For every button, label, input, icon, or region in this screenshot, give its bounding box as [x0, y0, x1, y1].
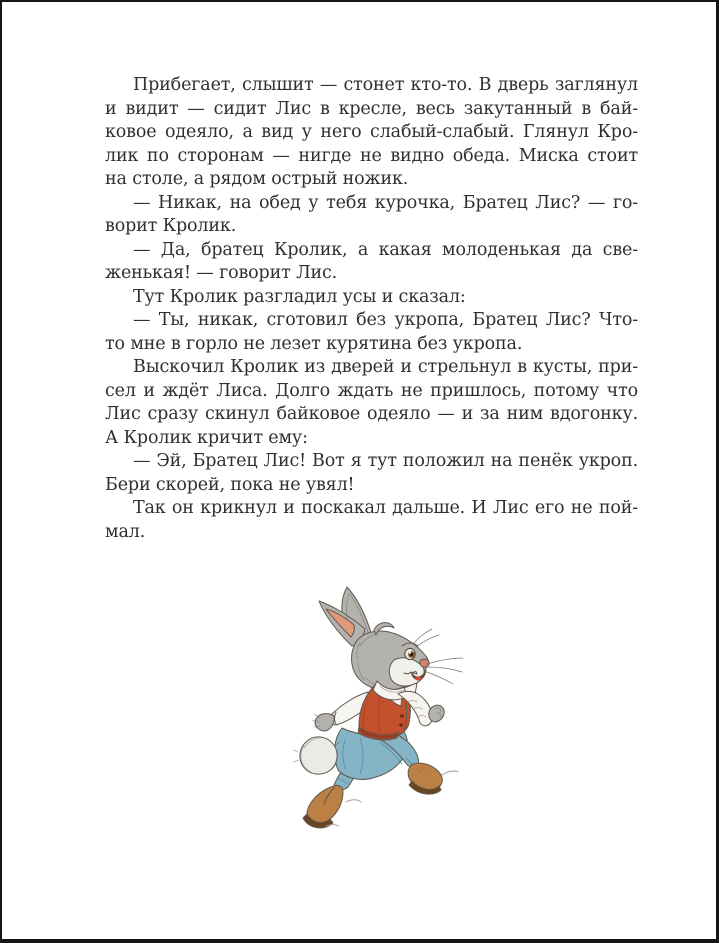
text-line: Выскочил Кролик из дверей и стрельнул в кусты, при-	[133, 357, 638, 377]
text-line: Так он крикнул и поскакал дальше. И Лис его не пой-	[133, 498, 638, 518]
rabbit-illustration	[290, 580, 475, 835]
text-line: лик по сторонам — нигде не видно обеда. Миска стоит	[105, 145, 638, 166]
tongue	[415, 677, 421, 681]
text-line: А Кролик кричит ему:	[105, 427, 308, 448]
text-line: Лис сразу скинул байковое одеяло — и за ним вдогонку.	[105, 404, 638, 424]
text-line: ворит Кролик.	[105, 216, 237, 236]
shoes	[307, 785, 343, 822]
vest-button	[400, 714, 404, 718]
vest-button	[399, 723, 403, 727]
paragraph	[105, 450, 638, 497]
text-line: — Эй, Братец Лис! Вот я тут положил на пенёк укроп.	[133, 451, 638, 471]
text-line: на столе, а рядом острый ножик.	[105, 169, 409, 189]
paragraph	[105, 192, 638, 239]
text-line: Прибегает, слышит — стонет кто-то. В дверь заглянул	[133, 75, 638, 95]
paragraph	[105, 286, 638, 310]
text-line: Тут Кролик разгладил усы и сказал:	[133, 286, 466, 307]
text-line: женькая! — говорит Лис.	[105, 263, 338, 283]
paragraph	[105, 239, 638, 286]
paragraph	[105, 356, 638, 450]
text-line: Бери скорей, пока не увял!	[105, 474, 355, 495]
paragraph	[105, 74, 638, 192]
text-line: то мне в горло не лезет курятина без укропа.	[105, 333, 523, 354]
text-line: — Ты, никак, сготовил без укропа, Братец Лис? Что-	[133, 310, 638, 330]
text-line: — Да, братец Кролик, а какая молоденькая да све-	[133, 239, 638, 260]
text-line: — Никак, на обед у тебя курочка, Братец Лис? — го-	[133, 192, 638, 213]
text-line: и видит — сидит Лис в кресле, весь закутанный в бай-	[105, 98, 638, 119]
text-line: ковое одеяло, а вид у него слабый-слабый. Глянул Кро-	[105, 122, 638, 142]
paragraph	[105, 309, 638, 356]
story-text	[105, 74, 638, 544]
text-line: сел и ждёт Лиса. Долго ждать не пришлось, потому что	[105, 380, 638, 401]
paragraph	[105, 497, 638, 544]
rabbit-nose-icon	[420, 659, 429, 667]
text-line: мал.	[105, 521, 146, 542]
